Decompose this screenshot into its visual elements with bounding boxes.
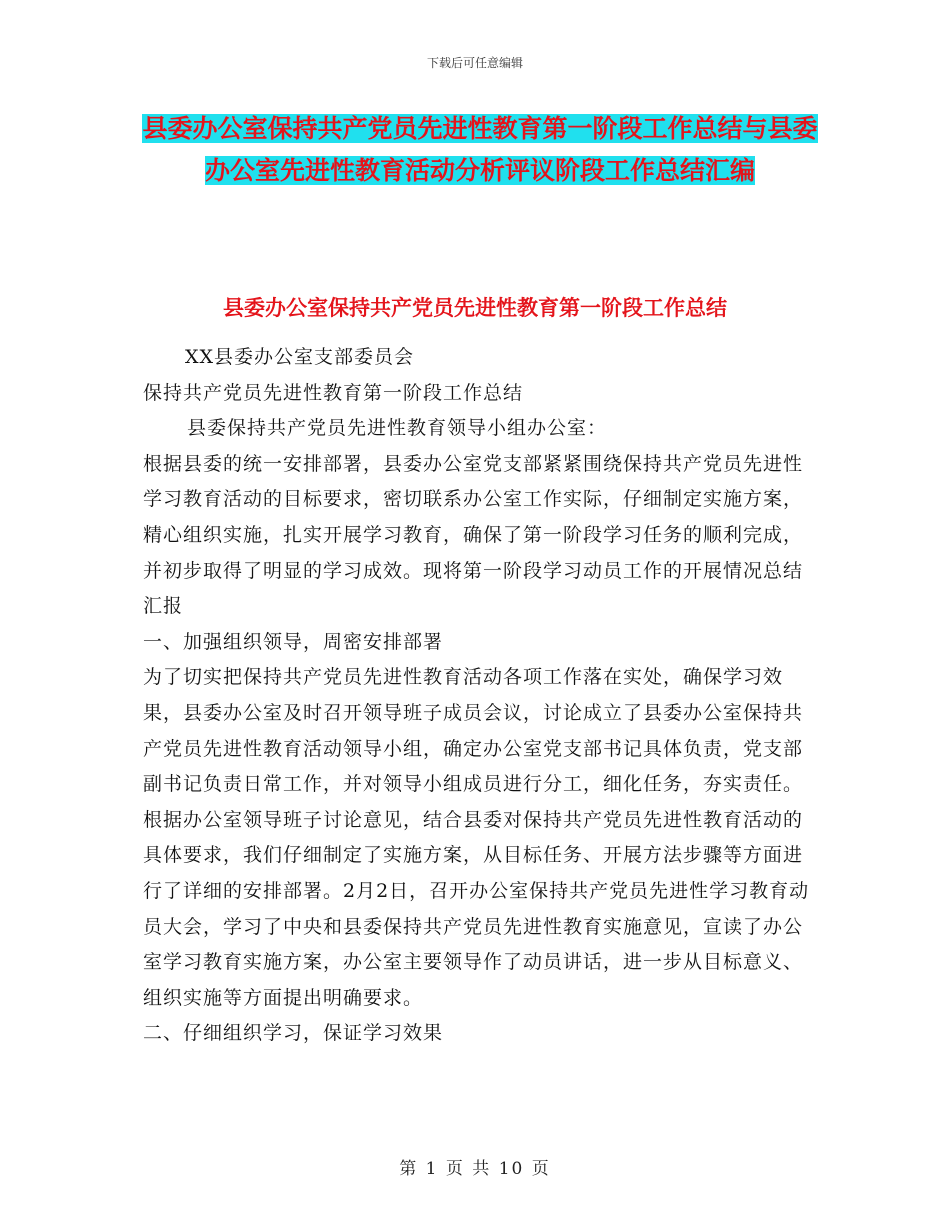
page-footer: 第 1 页 共 10 页	[399, 1159, 551, 1179]
document-title-text: 县委办公室保持共产党员先进性教育第一阶段工作总结与县委办公室先进性教育活动分析评议阶段工作总结汇编	[142, 114, 818, 185]
org-line: XX县委办公室支部委员会	[185, 346, 415, 368]
header-note: 下载后可任意编辑	[426, 56, 523, 70]
addressee-line: 县委保持共产党员先进性教育领导小组办公室：	[187, 417, 608, 440]
paragraph-1: 根据县委的统一安排部署，县委办公室党支部紧紧围绕保持共产党员先进性学习教育活动的目标要求，密切联系办公室工作实际，仔细制定实施方案，精心组织实施，扎实开展学习教育，确保了第一阶段学习任务的顺利完成，并初步取得了明显的学习成效。现将第一阶段学习动员工作的开展情况总结汇报	[143, 452, 804, 618]
document-body	[143, 340, 813, 1052]
subtitle-line: 保持共产党员先进性教育第一阶段工作总结	[143, 381, 524, 404]
section-title: 县委办公室保持共产党员先进性教育第一阶段工作总结	[223, 296, 727, 320]
paragraph-2: 为了切实把保持共产党员先进性教育活动各项工作落在实处，确保学习效果，县委办公室及时召开领导班子成员会议，讨论成立了县委办公室保持共产党员先进性教育活动领导小组，确定办公室党支部书记具体负责，党支部副书记负责日常工作，并对领导小组成员进行分工，细化任务，夯实责任。根据办公室领导班子讨论意见，结合县委对保持共产党员先进性教育活动的具体要求，我们仔细制定了实施方案，从目标任务、开展方法步骤等方面进行了详细的安排部署。2月2日，召开办公室保持共产党员先进性学习教育动员大会，学习了中央和县委保持共产党员先进性教育实施意见，宣读了办公室学习教育实施方案，办公室主要领导作了动员讲话，进一步从目标意义、组织实施等方面提出明确要求。	[143, 666, 810, 1009]
heading-1: 一、加强组织领导，周密安排部署	[143, 630, 444, 653]
document-title	[140, 108, 820, 192]
heading-2: 二、仔细组织学习，保证学习效果	[143, 1022, 444, 1045]
